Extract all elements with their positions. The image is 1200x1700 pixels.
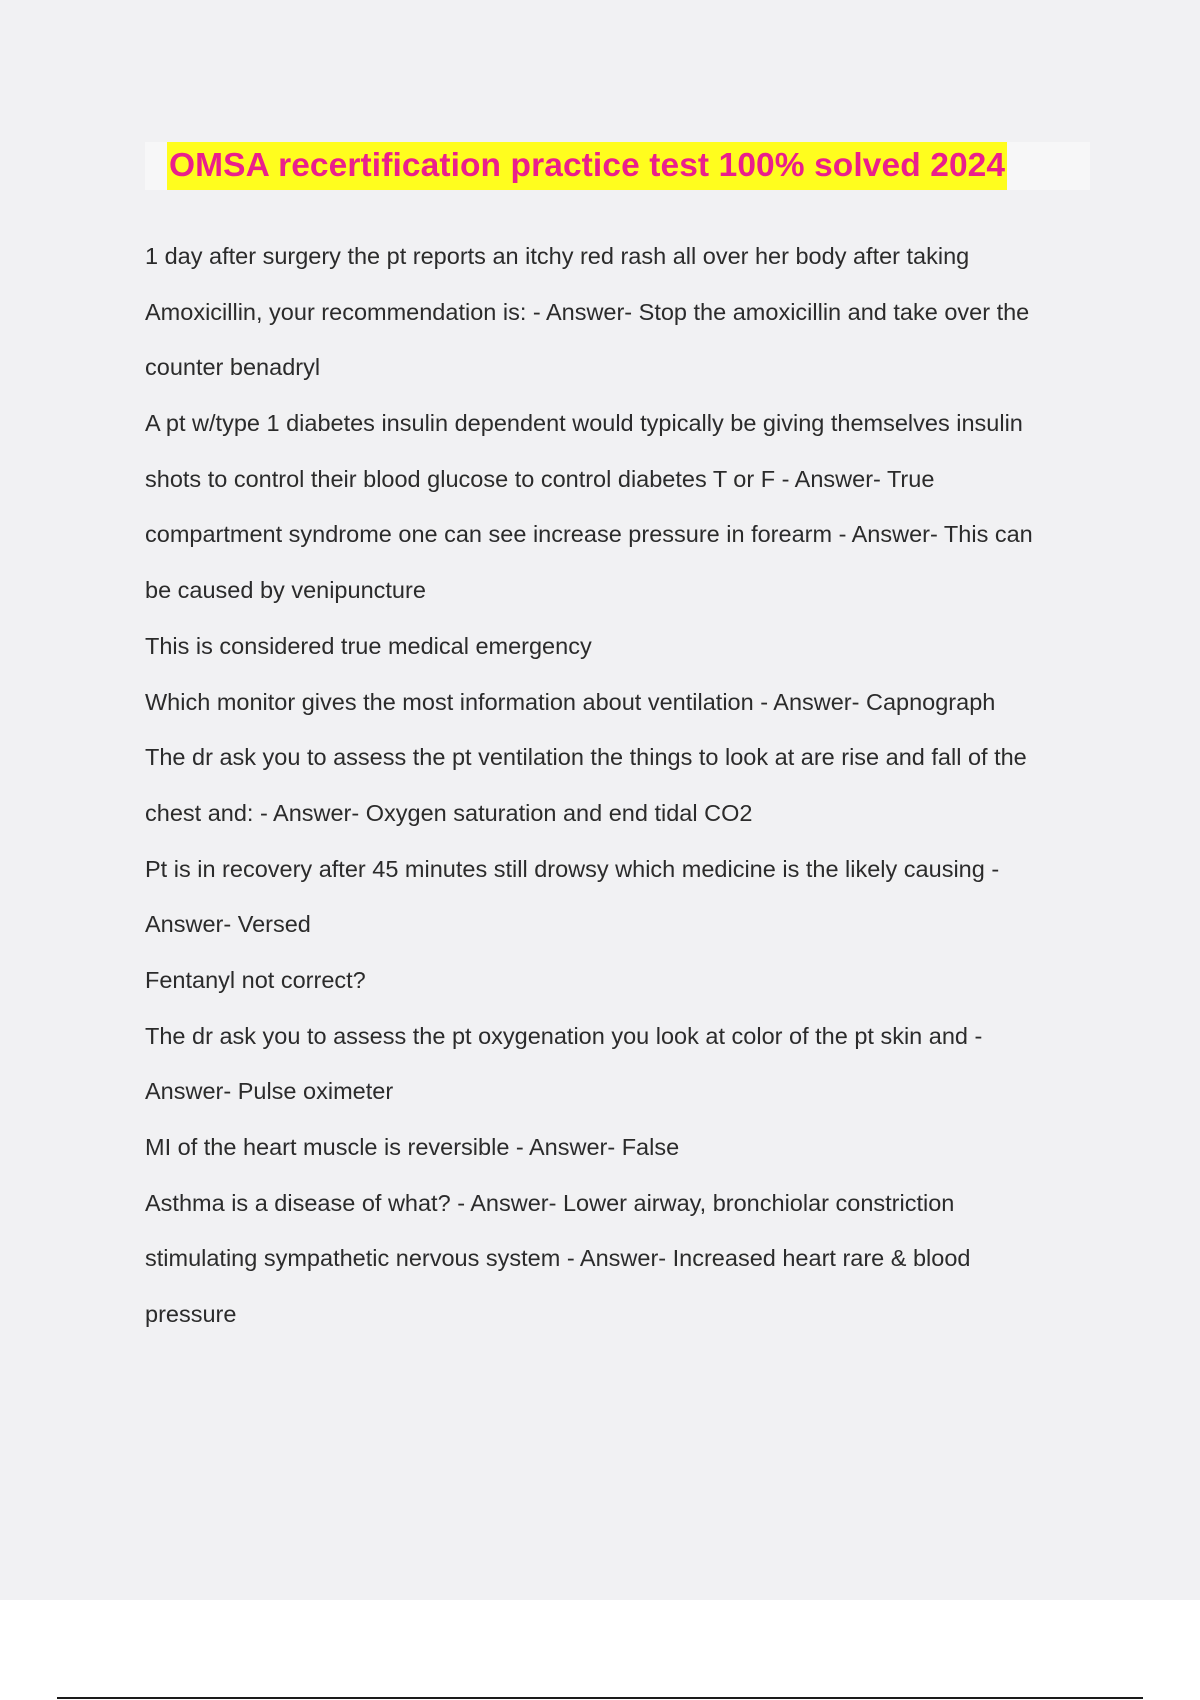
- text-line: Answer- Pulse oximeter: [145, 1078, 394, 1105]
- text-line: be caused by venipuncture: [145, 577, 426, 604]
- text-line: compartment syndrome one can see increase pressure in forearm - Answer- This can: [145, 521, 1033, 548]
- text-line: The dr ask you to assess the pt ventilation the things to look at are rise and fall of the: [145, 744, 1027, 771]
- document-title: OMSA recertification practice test 100% solved 2024: [167, 142, 1007, 190]
- text-line: shots to control their blood glucose to control diabetes T or F - Answer- True: [145, 465, 935, 492]
- text-line: The dr ask you to assess the pt oxygenation you look at color of the pt skin and -: [145, 1022, 983, 1049]
- text-line: Amoxicillin, your recommendation is: - Answer- Stop the amoxicillin and take over the: [145, 298, 1030, 325]
- text-line: Which monitor gives the most information about ventilation - Answer- Capnograph: [145, 688, 996, 715]
- text-line: 1 day after surgery the pt reports an itchy red rash all over her body after taking: [145, 243, 970, 269]
- text-line: Answer- Versed: [145, 911, 311, 938]
- text-line: A pt w/type 1 diabetes insulin dependent would typically be giving themselves insulin: [145, 410, 1023, 437]
- text-line: pressure: [145, 1301, 237, 1328]
- text-line: Asthma is a disease of what? - Answer- Lower airway, bronchiolar constriction: [145, 1189, 955, 1216]
- text-line: counter benadryl: [145, 354, 321, 381]
- text-line: Fentanyl not correct?: [145, 966, 366, 993]
- text-line: This is considered true medical emergency: [145, 632, 592, 659]
- text-line: MI of the heart muscle is reversible - Answer- False: [145, 1134, 680, 1160]
- title-banner: [145, 142, 1090, 190]
- qa-content: [145, 229, 1095, 1343]
- text-line: Pt is in recovery after 45 minutes still drowsy which medicine is the likely causing -: [145, 855, 1000, 882]
- text-line: stimulating sympathetic nervous system - Answer- Increased heart rare & blood: [145, 1245, 971, 1272]
- text-line: chest and: - Answer- Oxygen saturation and end tidal CO2: [145, 799, 753, 826]
- footer-divider: [57, 1697, 1143, 1699]
